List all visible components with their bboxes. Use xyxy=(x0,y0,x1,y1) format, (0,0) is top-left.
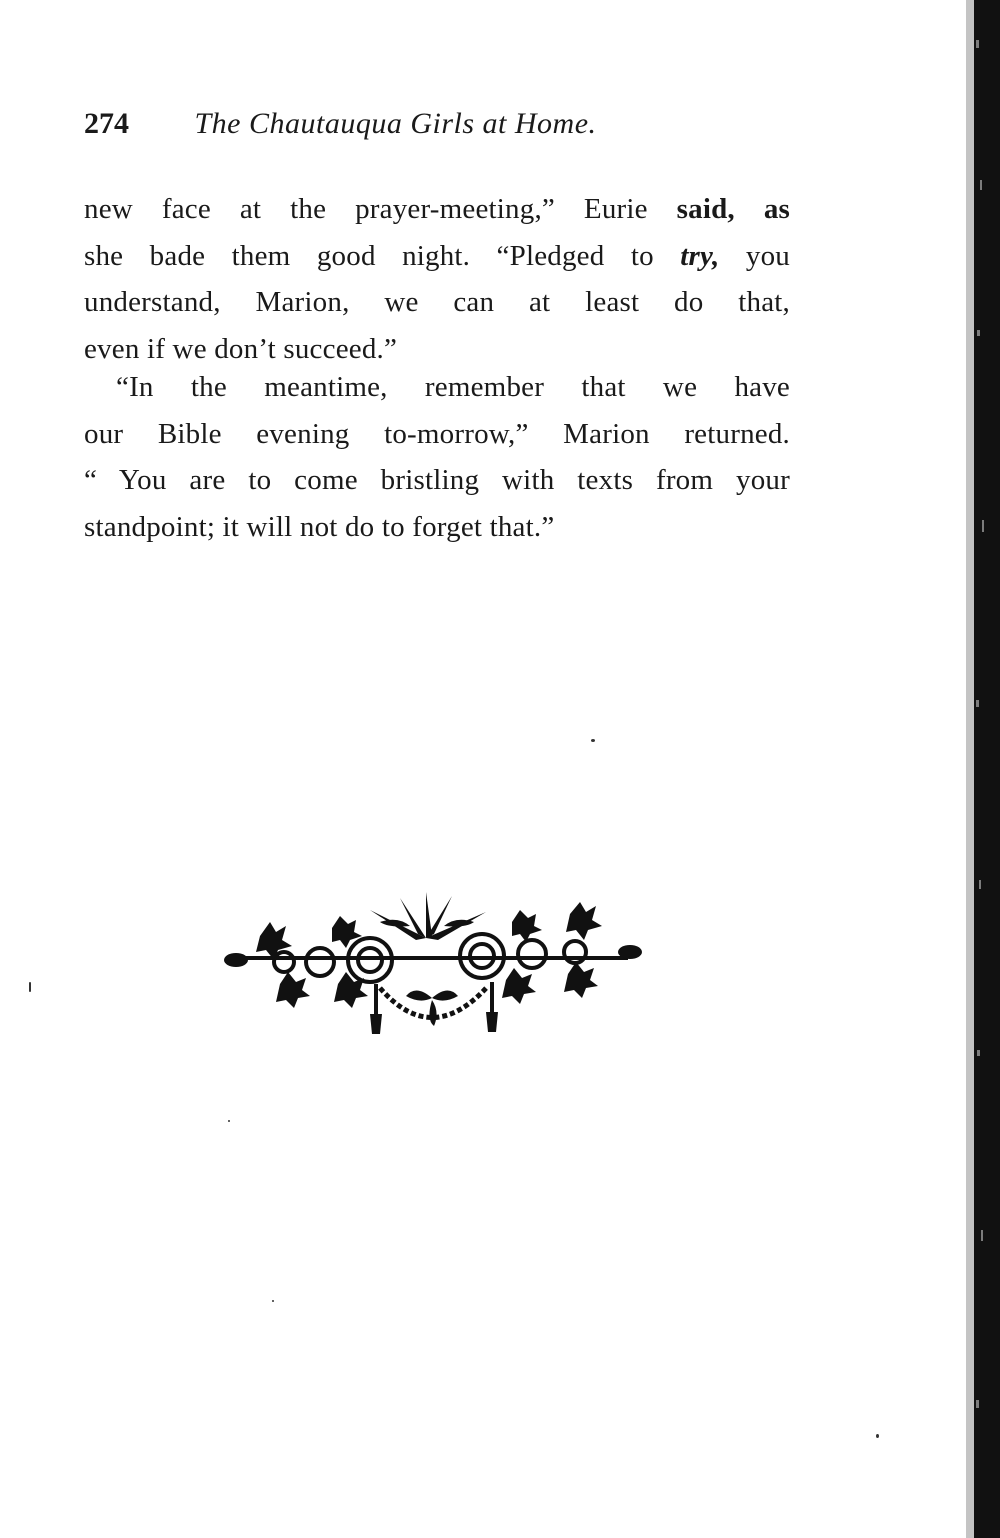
speck xyxy=(876,1434,879,1438)
floral-tailpiece-icon xyxy=(220,888,644,1038)
running-head xyxy=(84,104,704,144)
text-line: even if we don’t succeed.” xyxy=(84,332,398,365)
speck xyxy=(272,1300,274,1302)
text-line: “ You are to come bristling with texts from your xyxy=(84,464,790,496)
text-line: standpoint; it will not do to forget that.” xyxy=(84,510,555,543)
page-number: 274 xyxy=(84,107,129,140)
text-line: our Bible evening to-morrow,” Marion returned. xyxy=(84,417,790,450)
speck xyxy=(29,982,31,992)
paragraph-1 xyxy=(84,186,790,372)
paragraph-2 xyxy=(84,364,790,550)
running-title: The Chautauqua Girls at Home. xyxy=(194,107,597,140)
text-line: “In the meantime, remember that we have xyxy=(116,371,790,403)
text-line: she bade them good night. “Pledged to try, you xyxy=(84,239,790,272)
speck xyxy=(591,739,595,742)
speck xyxy=(228,1120,230,1122)
text-line: new face at the prayer-meeting,” Eurie said, as xyxy=(84,193,791,225)
text-line: understand, Marion, we can at least do that, xyxy=(84,286,790,318)
page-edge-shadow xyxy=(966,0,1000,1538)
